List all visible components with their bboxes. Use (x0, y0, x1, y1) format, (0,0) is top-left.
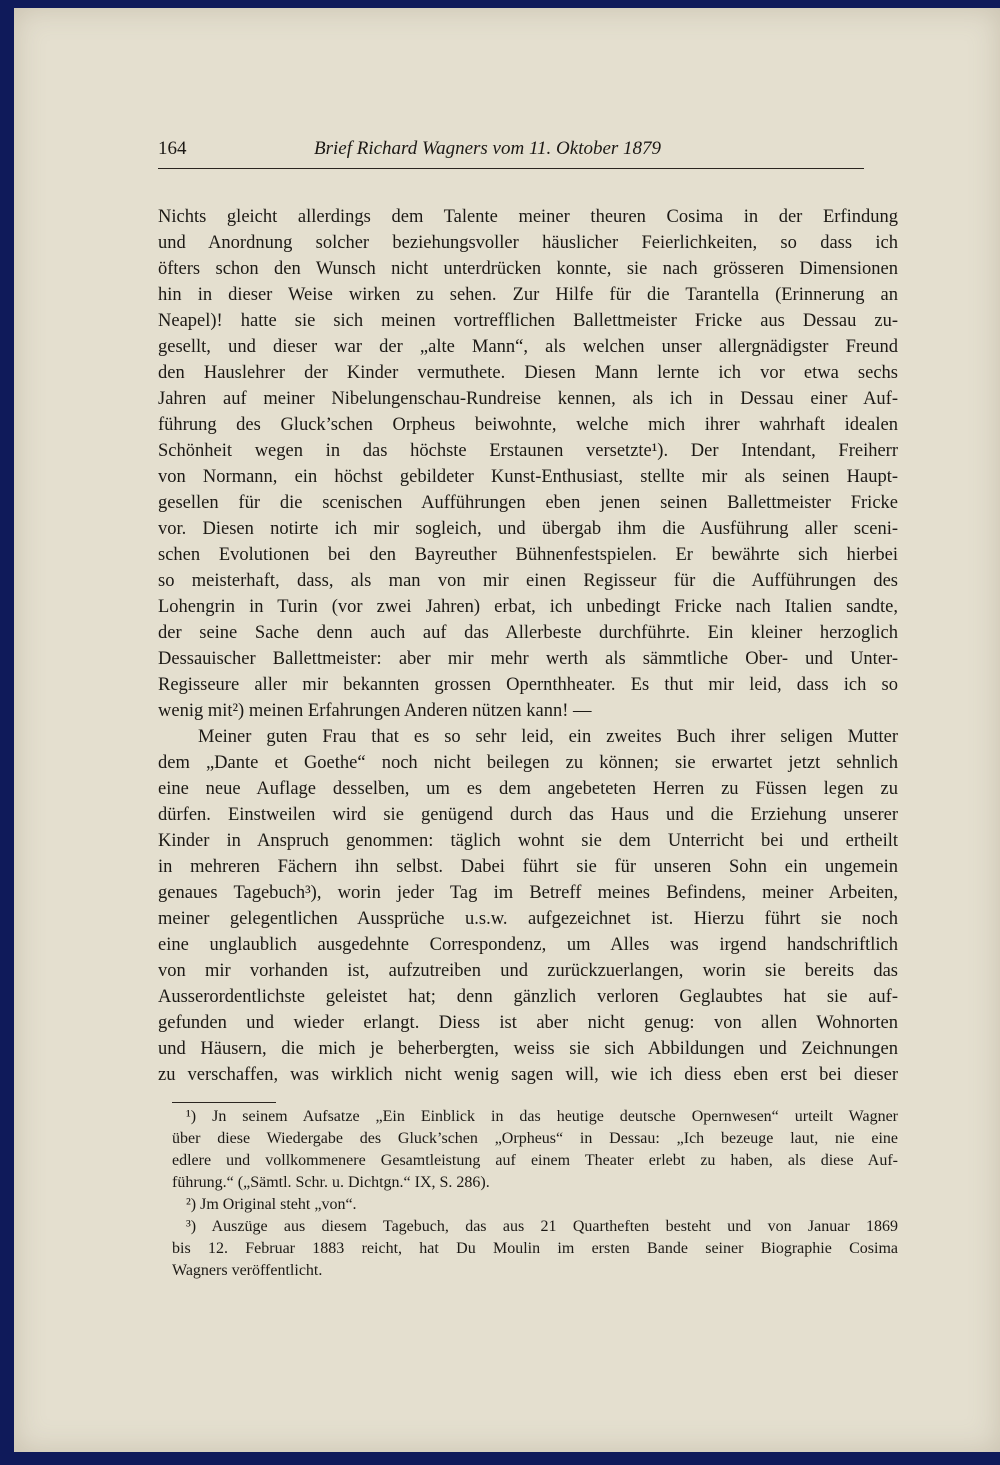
footnote-line: Wagners veröffentlicht. (172, 1262, 323, 1279)
footnote-divider (172, 1102, 276, 1103)
text-line: Regisseure aller mir bekannten grossen Opernthheater. Es thut mir leid, dass ich so (158, 675, 898, 695)
text-line: der seine Sache denn auch auf das Allerbeste durchführte. Ein kleiner herzoglich (158, 623, 898, 643)
text-line: so meisterhaft, dass, als man von mir einen Regisseur für die Aufführungen des (158, 571, 898, 591)
text-line: öfters schon den Wunsch nicht unterdrücken konnte, sie nach grösseren Dimensionen (158, 259, 898, 279)
footnote-line: über diese Wiedergabe des Gluck’schen „Orpheus“ in Dessau: „Ich bezeuge laut, nie eine (172, 1130, 898, 1147)
running-title: Brief Richard Wagners vom 11. Oktober 1879 (314, 138, 662, 159)
text-line: in mehreren Fächern ihn selbst. Dabei führt sie für unseren Sohn ein ungemein (158, 857, 898, 877)
page-header (158, 132, 864, 169)
footnote-line: edlere und vollkommenere Gesamtleistung auf einem Theater erlebt zu haben, als diese Auf- (172, 1152, 898, 1169)
text-line: Jahren auf meiner Nibelungenschau-Rundreise kennen, als ich in Dessau einer Auf- (158, 389, 898, 409)
text-line: vor. Diesen notirte ich mir sogleich, und übergab ihm die Ausführung aller sceni- (158, 519, 898, 539)
text-line: gefunden und wieder erlangt. Diess ist aber nicht genug: von allen Wohnorten (158, 1013, 898, 1033)
text-line: zu verschaffen, was wirklich nicht wenig sagen will, wie ich diess eben erst bei dieser (158, 1065, 898, 1085)
text-line: gesellt, und dieser war der „alte Mann“, als welchen unser allergnädigster Freund (158, 337, 898, 357)
text-line: Kinder in Anspruch genommen: täglich wohnt sie dem Unterricht bei und ertheilt (158, 831, 898, 851)
text-line: und Anordnung solcher beziehungsvoller häuslicher Feierlichkeiten, so dass ich (158, 233, 898, 253)
text-line: den Hauslehrer der Kinder vermuthete. Diesen Mann lernte ich vor etwa sechs (158, 363, 898, 383)
text-line: Meiner guten Frau that es so sehr leid, ein zweites Buch ihrer seligen Mutter (198, 727, 898, 747)
footnote-line: bis 12. Februar 1883 reicht, hat Du Moulin im ersten Bande seiner Biographie Cosima (172, 1240, 898, 1257)
footnote-line: ¹) Jn seinem Aufsatze „Ein Einblick in das heutige deutsche Opernwesen“ urteilt Wagner (186, 1108, 898, 1125)
footnote-line: ³) Auszüge aus diesem Tagebuch, das aus 21 Quartheften besteht und von Januar 1869 (186, 1218, 898, 1235)
main-text (158, 204, 898, 1088)
text-line: schen Evolutionen bei den Bayreuther Bühnenfestspielen. Er bewährte sich hierbei (158, 545, 898, 565)
page-number: 164 (158, 138, 187, 159)
text-line: Nichts gleicht allerdings dem Talente meiner theuren Cosima in der Erfindung (158, 207, 898, 227)
footnotes (172, 1106, 898, 1282)
text-line: eine neue Auflage desselben, um es dem angebeteten Herren zu Füssen legen zu (158, 779, 898, 799)
footnote-line: führung.“ („Sämtl. Schr. u. Dichtgn.“ IX, S. 286). (172, 1174, 490, 1191)
text-line: meiner gelegentlichen Aussprüche u.s.w. aufgezeichnet ist. Hierzu führt sie noch (158, 909, 898, 929)
footnote-line: ²) Jm Original steht „von“. (186, 1196, 357, 1213)
text-line: Schönheit wegen in das höchste Erstaunen versetzte¹). Der Intendant, Freiherr (158, 441, 898, 461)
text-line: Lohengrin in Turin (vor zwei Jahren) erbat, ich unbedingt Fricke nach Italien sandte, (158, 597, 898, 617)
text-line: Neapel)! hatte sie sich meinen vortrefflichen Ballettmeister Fricke aus Dessau zu- (158, 311, 898, 331)
text-line: hin in dieser Weise wirken zu sehen. Zur Hilfe für die Tarantella (Erinnerung an (158, 285, 898, 305)
text-line: dem „Dante et Goethe“ noch nicht beilegen zu können; sie erwartet jetzt sehnlich (158, 753, 898, 773)
text-line: dürfen. Einstweilen wird sie genügend durch das Haus und die Erziehung unserer (158, 805, 898, 825)
text-line: Ausserordentlichste geleistet hat; denn gänzlich verloren Geglaubtes hat sie auf- (158, 987, 898, 1007)
text-line: gesellen für die scenischen Aufführungen eben jenen seinen Ballettmeister Fricke (158, 493, 898, 513)
text-line: Dessauischer Ballettmeister: aber mir mehr werth als sämmtliche Ober- und Unter- (158, 649, 898, 669)
text-line: genaues Tagebuch³), worin jeder Tag im Betreff meines Befindens, meiner Arbeiten, (158, 883, 898, 903)
text-line: eine unglaublich ausgedehnte Correspondenz, um Alles was irgend handschriftlich (158, 935, 898, 955)
text-line: von mir vorhanden ist, aufzutreiben und zurückzuerlangen, worin sie bereits das (158, 961, 898, 981)
text-line: wenig mit²) meinen Erfahrungen Anderen nützen kann! — (158, 701, 592, 721)
text-line: von Normann, ein höchst gebildeter Kunst-Enthusiast, stellte mir als seinen Haupt- (158, 467, 898, 487)
text-line: führung des Gluck’schen Orpheus beiwohnte, welche mich ihrer wahrhaft idealen (158, 415, 898, 435)
text-line: und Häusern, die mich je beherbergten, weiss sie sich Abbildungen und Zeichnungen (158, 1039, 898, 1059)
